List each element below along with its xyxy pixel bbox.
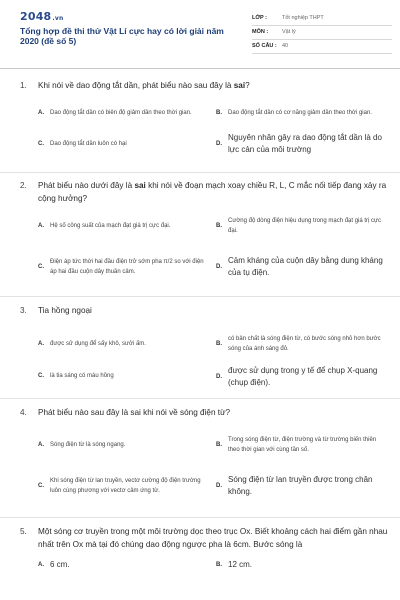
question-2 (20, 180, 390, 297)
option-a[interactable] (38, 211, 208, 241)
option-letter: C. (38, 140, 44, 147)
meta-row-count (252, 40, 392, 54)
question-text: Tia hồng ngoại (38, 306, 92, 315)
option-text: Dao động tắt dần luôn có hại (50, 140, 127, 147)
option-letter: B. (216, 109, 222, 116)
meta-key: LỚP : (252, 15, 267, 21)
option-text: Cảm kháng của cuộn dây bằng dung kháng của tụ điện. (228, 256, 383, 277)
meta-value: 40 (282, 43, 289, 49)
option-text: Dao động tắt dần có cơ năng giảm dần theo thời gian. (228, 109, 372, 116)
question-3 (20, 305, 390, 394)
question-1 (20, 80, 390, 163)
question-number: 2. (20, 181, 27, 190)
question-stem (20, 305, 390, 318)
logo-suffix: .vn (52, 15, 64, 22)
option-d[interactable] (216, 129, 388, 159)
option-letter: A. (38, 441, 44, 448)
question-stem (20, 80, 390, 93)
question-stem (20, 407, 390, 420)
option-b[interactable] (216, 557, 388, 573)
option-c[interactable] (38, 468, 208, 504)
option-text: được sử dụng để sấy khô, sưởi ấm. (50, 340, 146, 347)
option-letter: D. (216, 482, 222, 489)
option-text: Dao động tắt dần có biên độ giảm dần theo thời gian. (50, 109, 192, 116)
meta-key: MÔN : (252, 29, 269, 35)
option-letter: C. (38, 264, 44, 270)
question-stem (20, 180, 390, 205)
option-text: Điện áp tức thời hai đầu điện trở sớm pha π/2 so với điện áp hai đầu cuộn dây thuần cảm. (50, 259, 204, 275)
option-letter: B. (216, 441, 222, 448)
option-text: Hệ số công suất của mạch đạt giá trị cực đại. (50, 223, 171, 229)
option-text: Sóng điện từ là sóng ngang. (50, 441, 126, 448)
option-letter: D. (216, 264, 222, 270)
question-text: Phát biểu nào sau đây là sai khi nói về sóng điện từ? (38, 408, 231, 417)
option-a[interactable] (38, 557, 208, 573)
option-letter: D. (216, 140, 222, 147)
question-5 (20, 526, 390, 577)
option-d[interactable] (216, 362, 388, 392)
option-b[interactable] (216, 330, 388, 358)
question-number: 4. (20, 408, 27, 417)
question-text: Một sóng cơ truyền trong một môi trường dọc theo trục Ox. Biết khoảng cách hai điểm gần nhau nhất trên Ox mà tại đó chúng dao động ngược pha là 6cm. Bước sóng là (38, 527, 388, 549)
option-text: có bản chất là sóng điện từ, có bước sóng nhỏ hơn bước sóng của ánh sáng đỏ. (228, 335, 381, 352)
question-stem (20, 526, 390, 551)
meta-row-subject (252, 26, 392, 40)
option-text: Cường độ dòng điện hiệu dụng trong mạch đạt giá trị cực đại. (228, 218, 382, 234)
question-separator (0, 172, 400, 173)
option-c[interactable] (38, 247, 208, 287)
option-b[interactable] (216, 428, 388, 462)
document-title: Tổng hợp đề thi thử Vật Lí cực hay có lời giải năm 2020 (đề số 5) (20, 26, 224, 46)
meta-row-class (252, 12, 392, 26)
option-a[interactable] (38, 99, 208, 127)
option-letter: C. (38, 482, 44, 489)
logo-text: 2048 (20, 10, 52, 23)
option-text: Trong sóng điện từ, điện trường và từ trường biến thiên theo thời gian với cùng tần số. (228, 436, 377, 453)
question-separator (0, 398, 400, 399)
option-b[interactable] (216, 211, 388, 241)
question-separator (0, 296, 400, 297)
option-d[interactable] (216, 247, 388, 287)
option-a[interactable] (38, 330, 208, 358)
option-a[interactable] (38, 428, 208, 462)
option-letter: A. (38, 562, 44, 568)
question-number: 3. (20, 306, 27, 315)
option-c[interactable] (38, 362, 208, 390)
question-separator (0, 517, 400, 518)
option-letter: B. (216, 223, 222, 229)
meta-key: SỐ CÂU : (252, 43, 277, 49)
question-text: Phát biểu nào dưới đây là sai khi nói về đoạn mạch xoay chiều R, L, C mắc nối tiếp đang xảy ra cộng hưởng? (38, 181, 387, 203)
option-letter: C. (38, 372, 44, 379)
option-text: 6 cm. (50, 560, 70, 569)
question-text: Khi nói về dao động tắt dần, phát biểu nào sau đây là sai? (38, 81, 250, 90)
option-letter: B. (216, 562, 222, 568)
option-text: là tia sáng có màu hồng (50, 372, 114, 379)
header-divider (0, 68, 400, 69)
option-text: Sóng điện từ lan truyền được trong chân không. (228, 474, 373, 496)
exam-meta (252, 12, 392, 54)
option-text: được sử dụng trong y tế để chụp X-quang (chụp điện). (228, 365, 378, 387)
meta-value: Vật lý (282, 29, 296, 35)
option-letter: A. (38, 340, 44, 347)
meta-value: Tốt nghiệp THPT (282, 15, 324, 21)
option-letter: A. (38, 109, 44, 116)
option-letter: B. (216, 340, 222, 347)
option-text: 12 cm. (228, 560, 253, 569)
option-text: Khi sóng điện từ lan truyền, vectơ cường độ điện trường luôn cùng phương với vectơ cảm ứng từ. (50, 477, 201, 494)
page-header (0, 0, 400, 66)
option-c[interactable] (38, 129, 208, 159)
question-number: 5. (20, 527, 27, 536)
option-b[interactable] (216, 99, 388, 127)
option-letter: D. (216, 373, 222, 380)
option-letter: A. (38, 223, 44, 229)
option-d[interactable] (216, 468, 388, 504)
question-number: 1. (20, 81, 27, 90)
question-4 (20, 407, 390, 510)
option-text: Nguyên nhân gây ra dao động tắt dần là do lực cản của môi trường (228, 132, 382, 154)
